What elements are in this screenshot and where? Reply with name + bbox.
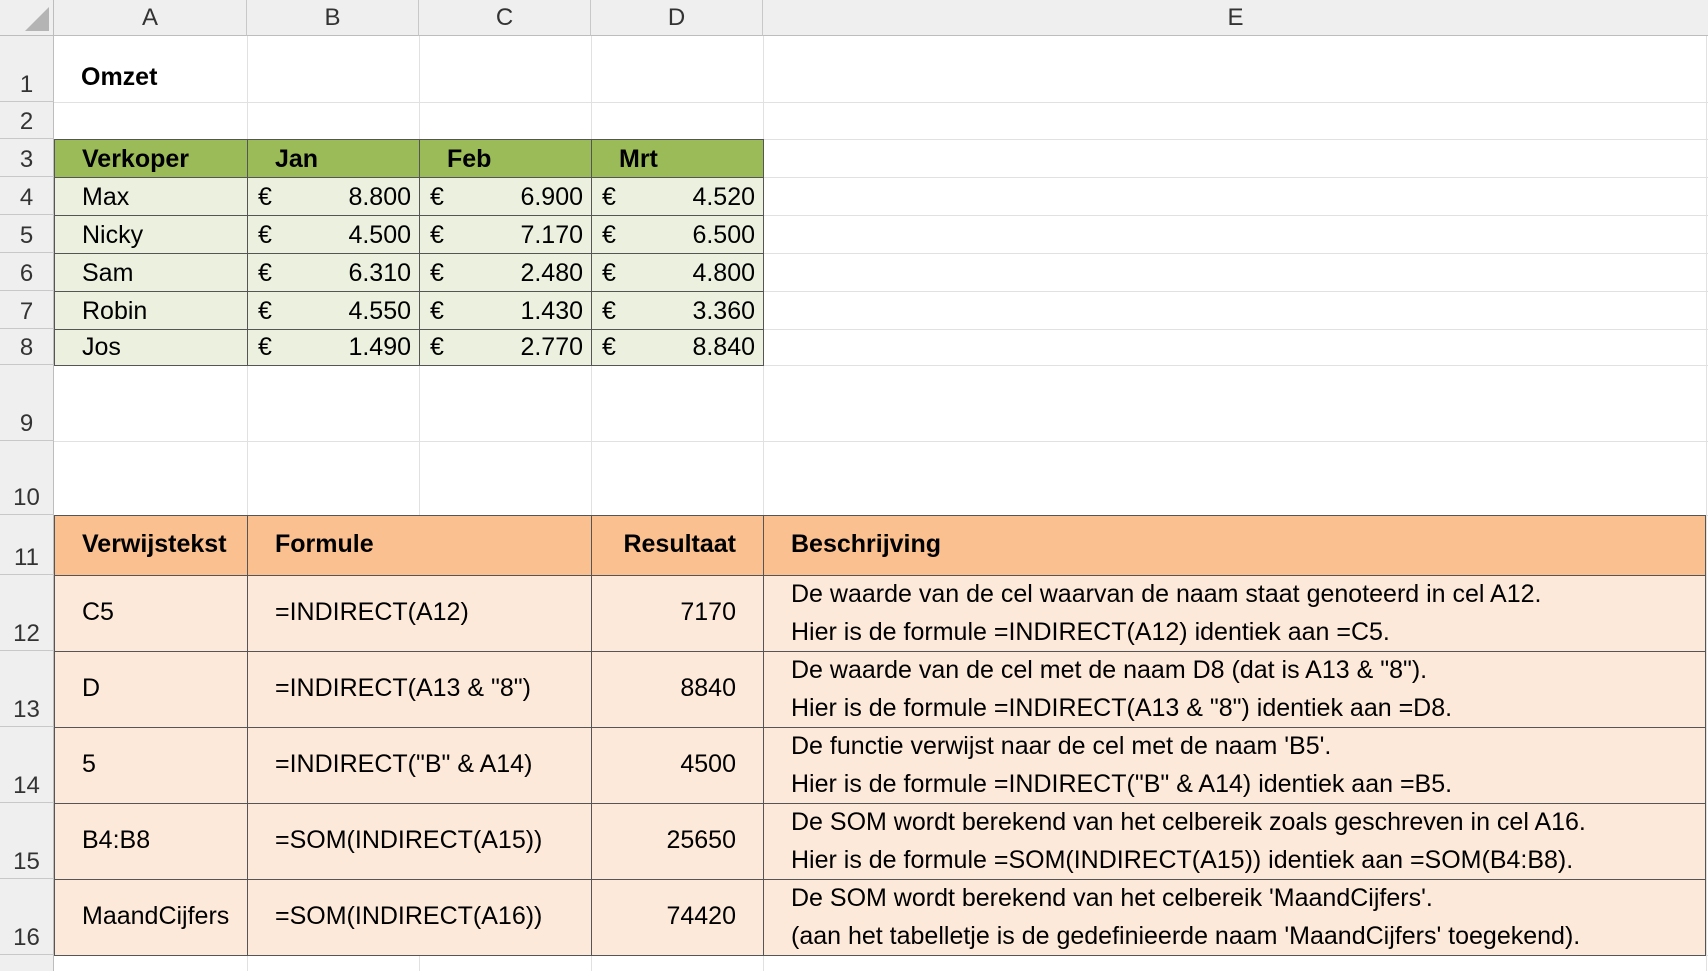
example-formula-cell[interactable]: =INDIRECT("B" & A14) (247, 727, 592, 804)
currency-symbol: € (602, 297, 616, 325)
column-header-d[interactable]: D (591, 0, 763, 36)
cell-value: 3.360 (692, 297, 755, 325)
gridline (54, 102, 1708, 103)
sales-value-cell[interactable] (419, 291, 592, 330)
currency-symbol: € (258, 221, 272, 249)
currency-symbol: € (430, 221, 444, 249)
row-header-7[interactable]: 7 (0, 291, 54, 329)
sales-name-cell[interactable]: Nicky (54, 215, 248, 254)
example-description-cell[interactable] (763, 651, 1706, 728)
example-description-cell[interactable] (763, 879, 1706, 956)
currency-symbol: € (430, 259, 444, 287)
row-header-8[interactable]: 8 (0, 329, 54, 365)
example-ref-cell[interactable]: C5 (54, 575, 248, 652)
currency-symbol: € (430, 183, 444, 211)
sales-value-cell[interactable] (419, 177, 592, 216)
sales-value-cell[interactable] (591, 291, 764, 330)
sales-header-verkoper[interactable]: Verkoper (54, 139, 248, 178)
currency-symbol: € (602, 259, 616, 287)
currency-symbol: € (258, 297, 272, 325)
row-header-14[interactable]: 14 (0, 727, 54, 803)
example-ref-cell[interactable]: MaandCijfers (54, 879, 248, 956)
example-result-cell[interactable]: 25650 (591, 803, 764, 880)
cell-value: 4.800 (692, 259, 755, 287)
cell-value: 1.430 (520, 297, 583, 325)
column-header-b[interactable]: B (247, 0, 419, 36)
example-description-cell[interactable] (763, 575, 1706, 652)
row-header-3[interactable]: 3 (0, 139, 54, 177)
sales-value-cell[interactable] (247, 177, 420, 216)
cell-value: 6.900 (520, 183, 583, 211)
sales-value-cell[interactable] (247, 291, 420, 330)
cell-value: 7.170 (520, 221, 583, 249)
sales-value-cell[interactable] (591, 177, 764, 216)
example-result-cell[interactable]: 74420 (591, 879, 764, 956)
example-ref-cell[interactable]: B4:B8 (54, 803, 248, 880)
cell-value: 4.520 (692, 183, 755, 211)
row-header-15[interactable]: 15 (0, 803, 54, 879)
currency-symbol: € (602, 221, 616, 249)
currency-symbol: € (602, 183, 616, 211)
row-header-4[interactable]: 4 (0, 177, 54, 215)
sales-header-feb[interactable]: Feb (419, 139, 592, 178)
sales-value-cell[interactable] (419, 215, 592, 254)
cell-value: 4.550 (348, 297, 411, 325)
select-all-corner[interactable] (0, 0, 54, 36)
currency-symbol: € (258, 183, 272, 211)
sales-value-cell[interactable] (419, 329, 592, 366)
row-header-filler (0, 955, 54, 971)
description-line: De SOM wordt berekend van het celbereik zoals geschreven in cel A16. (791, 808, 1586, 836)
example-result-cell[interactable]: 8840 (591, 651, 764, 728)
sales-value-cell[interactable] (419, 253, 592, 292)
examples-header-resultaat[interactable]: Resultaat (591, 515, 764, 576)
row-header-2[interactable]: 2 (0, 102, 54, 139)
example-result-cell[interactable]: 7170 (591, 575, 764, 652)
description-line: Hier is de formule =INDIRECT(A12) identiek aan =C5. (791, 618, 1390, 646)
sales-value-cell[interactable] (247, 215, 420, 254)
description-line: Hier is de formule =INDIRECT("B" & A14) identiek aan =B5. (791, 770, 1453, 798)
sales-value-cell[interactable] (247, 253, 420, 292)
cell-value: 2.770 (520, 333, 583, 361)
examples-header-verwijstekst[interactable]: Verwijstekst (54, 515, 248, 576)
cell-value: 8.840 (692, 333, 755, 361)
row-header-10[interactable]: 10 (0, 441, 54, 515)
cell-value: 6.310 (348, 259, 411, 287)
example-formula-cell[interactable]: =INDIRECT(A12) (247, 575, 592, 652)
row-header-13[interactable]: 13 (0, 651, 54, 727)
row-header-11[interactable]: 11 (0, 515, 54, 575)
currency-symbol: € (258, 259, 272, 287)
example-formula-cell[interactable]: =SOM(INDIRECT(A16)) (247, 879, 592, 956)
description-line: (aan het tabelletje is de gedefinieerde naam 'MaandCijfers' toegekend). (791, 922, 1581, 950)
description-line: De functie verwijst naar de cel met de naam 'B5'. (791, 732, 1332, 760)
example-ref-cell[interactable]: D (54, 651, 248, 728)
description-line: De waarde van de cel met de naam D8 (dat is A13 & "8"). (791, 656, 1428, 684)
sales-name-cell[interactable]: Sam (54, 253, 248, 292)
description-line: Hier is de formule =SOM(INDIRECT(A15)) identiek aan =SOM(B4:B8). (791, 846, 1574, 874)
column-header-e[interactable]: E (763, 0, 1708, 36)
example-description-cell[interactable] (763, 803, 1706, 880)
gridline (54, 441, 1708, 442)
sheet-title[interactable]: Omzet (81, 63, 158, 91)
currency-symbol: € (258, 333, 272, 361)
row-header-16[interactable]: 16 (0, 879, 54, 955)
examples-header-beschrijving[interactable]: Beschrijving (763, 515, 1706, 576)
currency-symbol: € (602, 333, 616, 361)
description-line: De waarde van de cel waarvan de naam staat genoteerd in cel A12. (791, 580, 1542, 608)
sales-header-mrt[interactable]: Mrt (591, 139, 764, 178)
column-header-a[interactable]: A (54, 0, 247, 36)
currency-symbol: € (430, 333, 444, 361)
sales-name-cell[interactable]: Jos (54, 329, 248, 366)
sales-value-cell[interactable] (247, 329, 420, 366)
row-header-5[interactable]: 5 (0, 215, 54, 253)
example-ref-cell[interactable]: 5 (54, 727, 248, 804)
cell-value: 8.800 (348, 183, 411, 211)
sales-value-cell[interactable] (591, 253, 764, 292)
cell-value: 6.500 (692, 221, 755, 249)
row-header-1[interactable]: 1 (0, 36, 54, 102)
example-formula-cell[interactable]: =INDIRECT(A13 & "8") (247, 651, 592, 728)
sales-name-cell[interactable]: Robin (54, 291, 248, 330)
examples-header-formule[interactable]: Formule (247, 515, 592, 576)
sales-name-cell[interactable]: Max (54, 177, 248, 216)
column-header-c[interactable]: C (419, 0, 591, 36)
cell-value: 4.500 (348, 221, 411, 249)
example-description-cell[interactable] (763, 727, 1706, 804)
description-line: Hier is de formule =INDIRECT(A13 & "8") identiek aan =D8. (791, 694, 1453, 722)
row-header-6[interactable]: 6 (0, 253, 54, 291)
cell-value: 2.480 (520, 259, 583, 287)
description-line: De SOM wordt berekend van het celbereik 'MaandCijfers'. (791, 884, 1433, 912)
cell-value: 1.490 (348, 333, 411, 361)
sales-header-jan[interactable]: Jan (247, 139, 420, 178)
example-result-cell[interactable]: 4500 (591, 727, 764, 804)
row-header-12[interactable]: 12 (0, 575, 54, 651)
example-formula-cell[interactable]: =SOM(INDIRECT(A15)) (247, 803, 592, 880)
row-header-9[interactable]: 9 (0, 365, 54, 441)
sales-value-cell[interactable] (591, 329, 764, 366)
currency-symbol: € (430, 297, 444, 325)
sales-value-cell[interactable] (591, 215, 764, 254)
